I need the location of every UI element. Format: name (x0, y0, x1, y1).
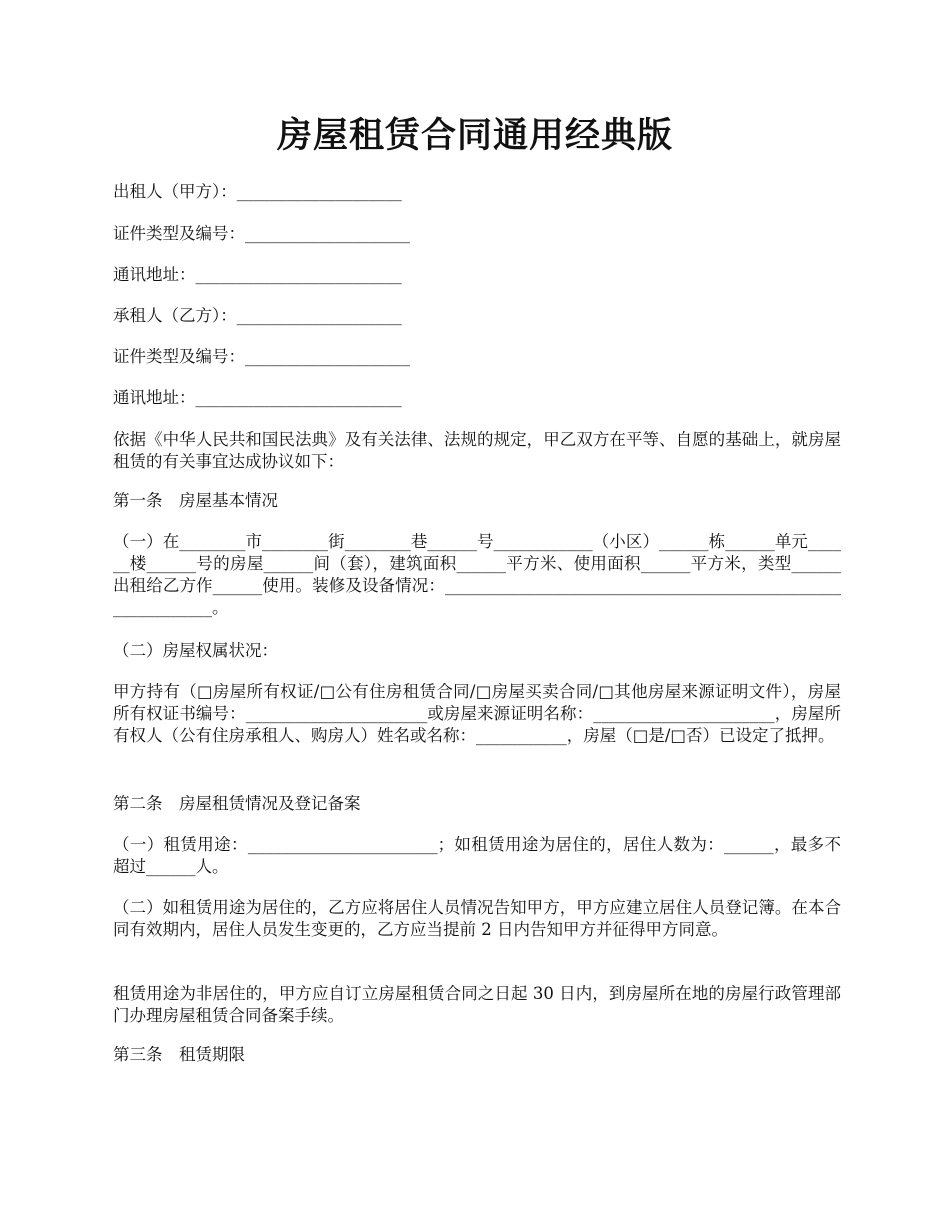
lessor-address-line: 通讯地址：_________________________ (113, 265, 402, 284)
article1-heading: 第一条 房屋基本情况 (113, 491, 278, 510)
article1-item2-body: 甲方持有（□房屋所有权证/□公有住房租赁合同/□房屋买卖合同/□其他房屋来源证明文件），房屋所有权证书编号：______________________或房屋来源证明名称：______________________，房屋所有权人（公有住房承租人、购房人）姓名或名称：___________，房屋（□是/□否）已设定了抵押。 (113, 682, 841, 745)
lessee-line: 承租人（乙方）：____________________ (113, 306, 402, 325)
preamble-paragraph: 依据《中华人民共和国民法典》及有关法律、法规的规定，甲乙双方在平等、自愿的基础上，就房屋租赁的有关事宜达成协议如下： (113, 430, 841, 471)
document-title: 房屋租赁合同通用经典版 (276, 115, 673, 156)
article1-item1: （一）在________市________街________巷______号____________（小区）______栋______单元______楼______号的房屋______间（套），建筑面积______平方米、使用面积______平方米，类型______出租给乙方作______使用。装修及设备情况：____________________________________________________________。 (113, 532, 841, 617)
article2-item2: （二）如租赁用途为居住的，乙方应将居住人员情况告知甲方，甲方应建立居住人员登记簿。在本合同有效期内，居住人员发生变更的，乙方应当提前 2 日内告知甲方并征得甲方同意。 (113, 898, 841, 939)
lessor-id-line: 证件类型及编号：____________________ (113, 224, 410, 243)
lessee-address-line: 通讯地址：_________________________ (113, 388, 402, 407)
lessee-id-line: 证件类型及编号：____________________ (113, 347, 410, 366)
article2-heading: 第二条 房屋租赁情况及登记备案 (113, 794, 361, 813)
article2-item1: （一）租赁用途：_______________________；如租赁用途为居住的，居住人数为：______，最多不超过______人。 (113, 835, 841, 876)
article3-heading: 第三条 租赁期限 (113, 1045, 245, 1064)
lessor-line: 出租人（甲方）：____________________ (113, 182, 402, 201)
article1-item2-heading: （二）房屋权属状况： (113, 641, 278, 660)
article2-nonresidential: 租赁用途为非居住的，甲方应自订立房屋租赁合同之日起 30 日内，到房屋所在地的房屋行政管理部门办理房屋租赁合同备案手续。 (113, 984, 841, 1025)
